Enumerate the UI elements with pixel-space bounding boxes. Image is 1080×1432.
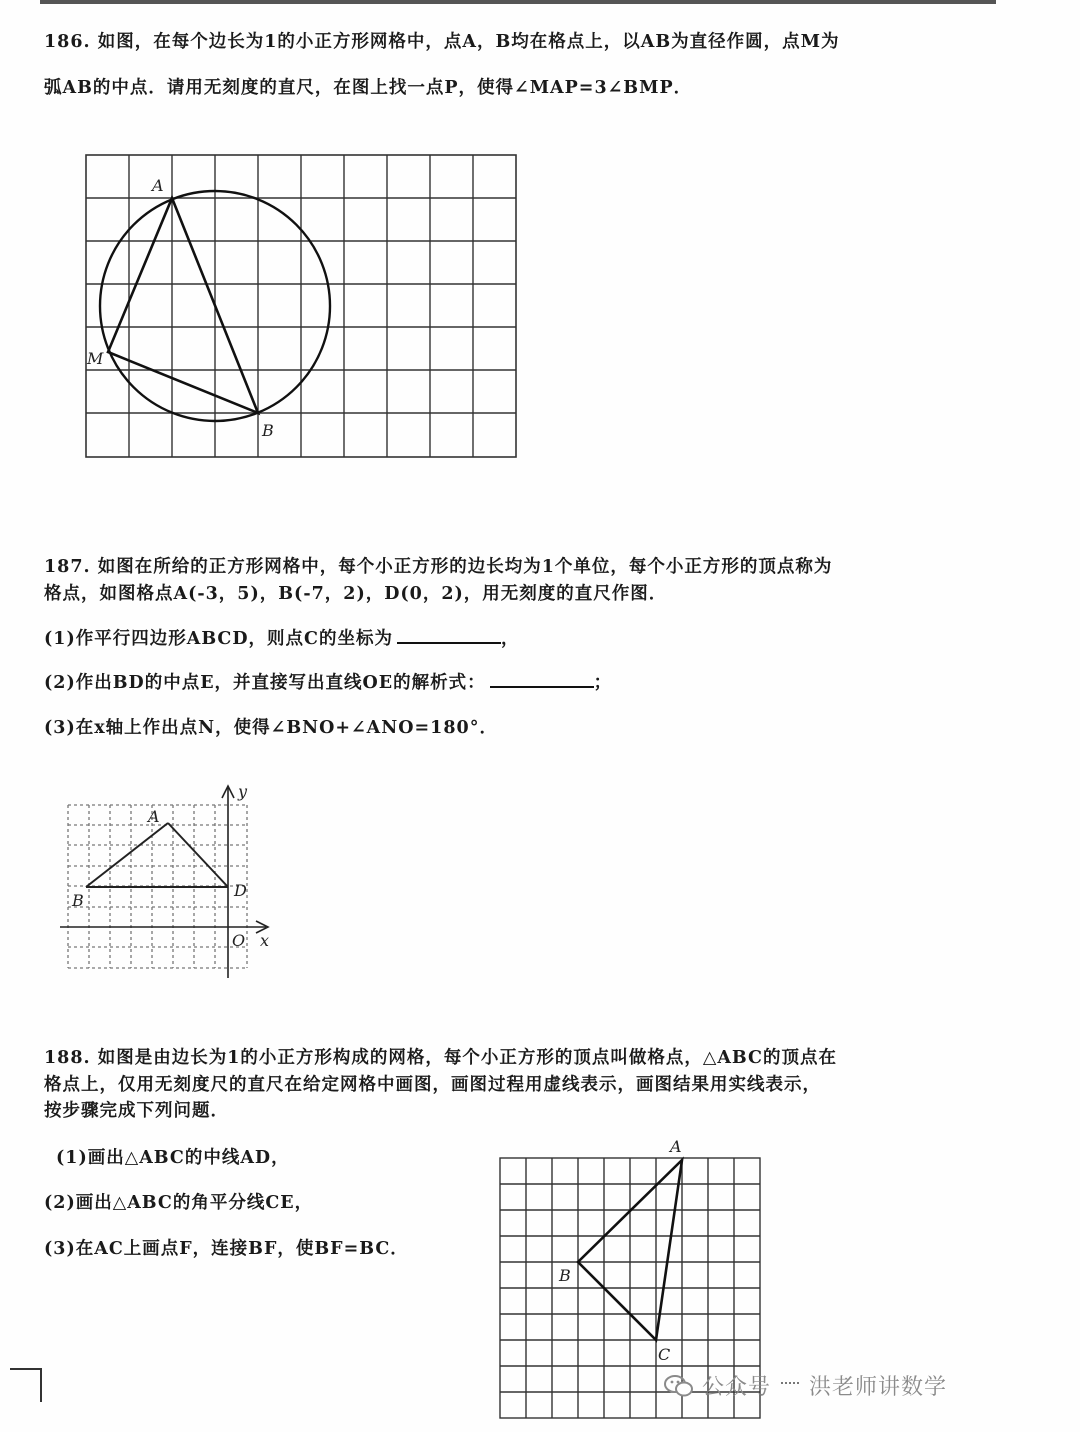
p188-line1: 188. 如图是由边长为1的小正方形构成的网格，每个小正方形的顶点叫做格点，△ABC的顶点在	[44, 1048, 837, 1068]
p188-q3: (3)在AC上画点F，连接BF，使BF=BC．	[44, 1239, 409, 1259]
p187-q3: (3)在x轴上作出点N，使得∠BNO+∠ANO=180°．	[44, 718, 498, 738]
p188-label-B: B	[559, 1266, 571, 1285]
p187-label-O: O	[232, 931, 246, 950]
p187-q2: (2)作出BD的中点E，并直接写出直线OE的解析式： ；	[44, 673, 613, 693]
p186-label-B: B	[262, 421, 274, 440]
p187-label-B: B	[72, 891, 84, 910]
p188-q2: (2)画出△ABC的角平分线CE，	[44, 1193, 314, 1213]
p186-line1: 186. 如图，在每个边长为1的小正方形网格中，点A，B均在格点上，以AB为直径作圆，点M为	[44, 32, 840, 52]
p187-line2: 格点，如图格点A(-3，5)，B(-7，2)，D(0，2)，用无刻度的直尺作图．	[44, 584, 668, 604]
corner-mark	[10, 1368, 42, 1402]
p186-line2: 弧AB的中点．请用无刻度的直尺，在图上找一点P，使得∠MAP=3∠BMP．	[44, 78, 693, 98]
p187-q1: (1)作平行四边形ABCD，则点C的坐标为 ，	[44, 629, 520, 649]
p188-line3: 按步骤完成下列问题．	[44, 1101, 229, 1121]
p188-label-A: A	[670, 1137, 682, 1156]
p188-line2: 格点上，仅用无刻度尺的直尺在给定网格中画图，画图过程用虚线表示，画图结果用实线表示，	[44, 1075, 821, 1095]
p186-label-M: M	[87, 349, 104, 368]
p186-label-A: A	[152, 176, 164, 195]
p187-line1: 187. 如图在所给的正方形网格中，每个小正方形的边长均为1个单位，每个小正方形的顶点称为	[44, 557, 833, 577]
watermark-prefix: 公众号	[702, 1375, 772, 1400]
p187-label-y: y	[238, 782, 248, 801]
p188-q1: (1)画出△ABC的中线AD，	[56, 1148, 290, 1168]
p187-label-x: x	[260, 931, 270, 950]
wechat-icon	[664, 1374, 694, 1398]
p188-label-C: C	[658, 1345, 671, 1364]
watermark-separator	[781, 1382, 799, 1388]
p187-label-A: A	[148, 807, 160, 826]
watermark	[664, 1370, 947, 1401]
p187-label-D: D	[234, 881, 247, 900]
watermark-name: 洪老师讲数学	[809, 1375, 948, 1400]
